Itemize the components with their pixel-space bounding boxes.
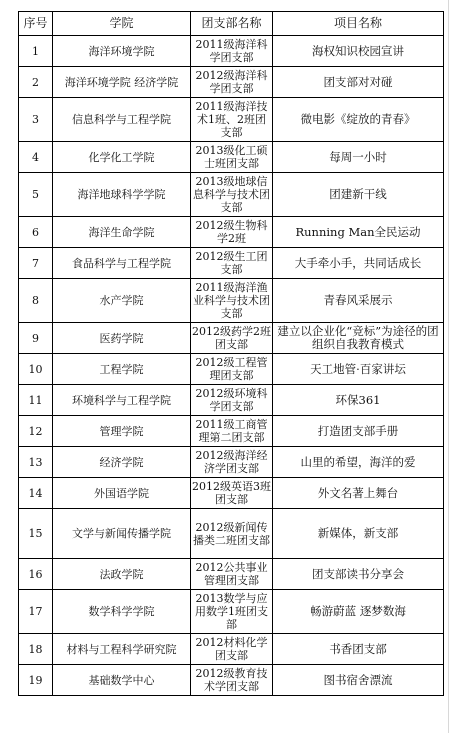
cell-project: 大手牵小手，共同话成长 bbox=[273, 248, 444, 279]
table-row bbox=[19, 590, 444, 634]
cell-project: 打造团支部手册 bbox=[273, 416, 444, 447]
cell-branch: 2011级海洋科学团支部 bbox=[191, 36, 273, 67]
cell-branch: 2013级化工硕士班团支部 bbox=[191, 142, 273, 173]
table-row bbox=[19, 217, 444, 248]
cell-branch: 2012级生工团支部 bbox=[191, 248, 273, 279]
cell-num: 3 bbox=[19, 98, 53, 142]
cell-project: 微电影《绽放的青春》 bbox=[273, 98, 444, 142]
cell-num: 15 bbox=[19, 509, 53, 559]
cell-num: 2 bbox=[19, 67, 53, 98]
cell-num: 9 bbox=[19, 323, 53, 354]
cell-project: 天工地管·百家讲坛 bbox=[273, 354, 444, 385]
table-row bbox=[19, 559, 444, 590]
cell-num: 7 bbox=[19, 248, 53, 279]
table-row bbox=[19, 478, 444, 509]
cell-branch: 2012公共事业管理团支部 bbox=[191, 559, 273, 590]
cell-college: 管理学院 bbox=[53, 416, 191, 447]
cell-branch: 2012级教育技术学团支部 bbox=[191, 665, 273, 696]
cell-branch: 2011级海洋渔业科学与技术团支部 bbox=[191, 279, 273, 323]
cell-branch: 2012级英语3班团支部 bbox=[191, 478, 273, 509]
cell-num: 1 bbox=[19, 36, 53, 67]
table-row bbox=[19, 173, 444, 217]
cell-branch: 2012级环境科学团支部 bbox=[191, 385, 273, 416]
cell-project: 团支部对对碰 bbox=[273, 67, 444, 98]
table-body bbox=[19, 36, 444, 696]
cell-branch: 2012级海洋科学团支部 bbox=[191, 67, 273, 98]
cell-college: 法政学院 bbox=[53, 559, 191, 590]
table-header-row bbox=[19, 12, 444, 36]
cell-num: 14 bbox=[19, 478, 53, 509]
page-edge-divider bbox=[448, 0, 449, 733]
table-row bbox=[19, 447, 444, 478]
cell-project: 山里的希望，海洋的爱 bbox=[273, 447, 444, 478]
cell-college: 海洋环境学院 经济学院 bbox=[53, 67, 191, 98]
header-college: 学院 bbox=[53, 12, 191, 36]
cell-branch: 2012材料化学团支部 bbox=[191, 634, 273, 665]
cell-project: 新媒体，新支部 bbox=[273, 509, 444, 559]
cell-num: 11 bbox=[19, 385, 53, 416]
cell-college: 材料与工程科学研究院 bbox=[53, 634, 191, 665]
cell-college: 食品科学与工程学院 bbox=[53, 248, 191, 279]
header-num: 序号 bbox=[19, 12, 53, 36]
cell-num: 12 bbox=[19, 416, 53, 447]
cell-num: 4 bbox=[19, 142, 53, 173]
cell-branch: 2012级工程管理团支部 bbox=[191, 354, 273, 385]
cell-project: 图书宿舍漂流 bbox=[273, 665, 444, 696]
cell-branch: 2012级药学2班团支部 bbox=[191, 323, 273, 354]
cell-project: 建立以企业化“竞标”为途径的团组织自我教育模式 bbox=[273, 323, 444, 354]
cell-project: 团建新干线 bbox=[273, 173, 444, 217]
cell-college: 水产学院 bbox=[53, 279, 191, 323]
cell-project: 书香团支部 bbox=[273, 634, 444, 665]
table-row bbox=[19, 248, 444, 279]
table-row bbox=[19, 67, 444, 98]
cell-branch: 2011级海洋技术1班、2班团支部 bbox=[191, 98, 273, 142]
table-row bbox=[19, 416, 444, 447]
table-row bbox=[19, 98, 444, 142]
table-row bbox=[19, 323, 444, 354]
table-row bbox=[19, 509, 444, 559]
cell-branch: 2011级工商管理第二团支部 bbox=[191, 416, 273, 447]
cell-college: 医药学院 bbox=[53, 323, 191, 354]
cell-branch: 2013数学与应用数学1班团支部 bbox=[191, 590, 273, 634]
table-row bbox=[19, 634, 444, 665]
cell-branch: 2012级新闻传播类二班团支部 bbox=[191, 509, 273, 559]
cell-project: 畅游蔚蓝 逐梦数海 bbox=[273, 590, 444, 634]
cell-college: 文学与新闻传播学院 bbox=[53, 509, 191, 559]
cell-num: 16 bbox=[19, 559, 53, 590]
cell-college: 化学化工学院 bbox=[53, 142, 191, 173]
cell-project: 外文名著上舞台 bbox=[273, 478, 444, 509]
table-row bbox=[19, 279, 444, 323]
cell-college: 信息科学与工程学院 bbox=[53, 98, 191, 142]
cell-branch: 2012级海洋经济学团支部 bbox=[191, 447, 273, 478]
project-table bbox=[18, 11, 444, 696]
cell-branch: 2013级地球信息科学与技术团支部 bbox=[191, 173, 273, 217]
table-row bbox=[19, 385, 444, 416]
cell-college: 基础数学中心 bbox=[53, 665, 191, 696]
header-project: 项目名称 bbox=[273, 12, 444, 36]
cell-project: 环保361 bbox=[273, 385, 444, 416]
cell-project: 每周一小时 bbox=[273, 142, 444, 173]
cell-num: 10 bbox=[19, 354, 53, 385]
cell-num: 19 bbox=[19, 665, 53, 696]
cell-num: 17 bbox=[19, 590, 53, 634]
table-row bbox=[19, 142, 444, 173]
cell-num: 6 bbox=[19, 217, 53, 248]
table-row bbox=[19, 354, 444, 385]
cell-college: 环境科学与工程学院 bbox=[53, 385, 191, 416]
cell-project: 青春风采展示 bbox=[273, 279, 444, 323]
cell-college: 海洋环境学院 bbox=[53, 36, 191, 67]
cell-college: 海洋生命学院 bbox=[53, 217, 191, 248]
table-row bbox=[19, 36, 444, 67]
document-page bbox=[18, 11, 443, 696]
cell-num: 5 bbox=[19, 173, 53, 217]
cell-num: 13 bbox=[19, 447, 53, 478]
cell-project: Running Man全民运动 bbox=[273, 217, 444, 248]
cell-num: 18 bbox=[19, 634, 53, 665]
cell-college: 数学科学学院 bbox=[53, 590, 191, 634]
cell-project: 团支部读书分享会 bbox=[273, 559, 444, 590]
cell-college: 海洋地球科学学院 bbox=[53, 173, 191, 217]
table-row bbox=[19, 665, 444, 696]
cell-college: 经济学院 bbox=[53, 447, 191, 478]
cell-college: 工程学院 bbox=[53, 354, 191, 385]
cell-college: 外国语学院 bbox=[53, 478, 191, 509]
cell-branch: 2012级生物科学2班 bbox=[191, 217, 273, 248]
header-branch: 团支部名称 bbox=[191, 12, 273, 36]
cell-num: 8 bbox=[19, 279, 53, 323]
cell-project: 海权知识校园宣讲 bbox=[273, 36, 444, 67]
